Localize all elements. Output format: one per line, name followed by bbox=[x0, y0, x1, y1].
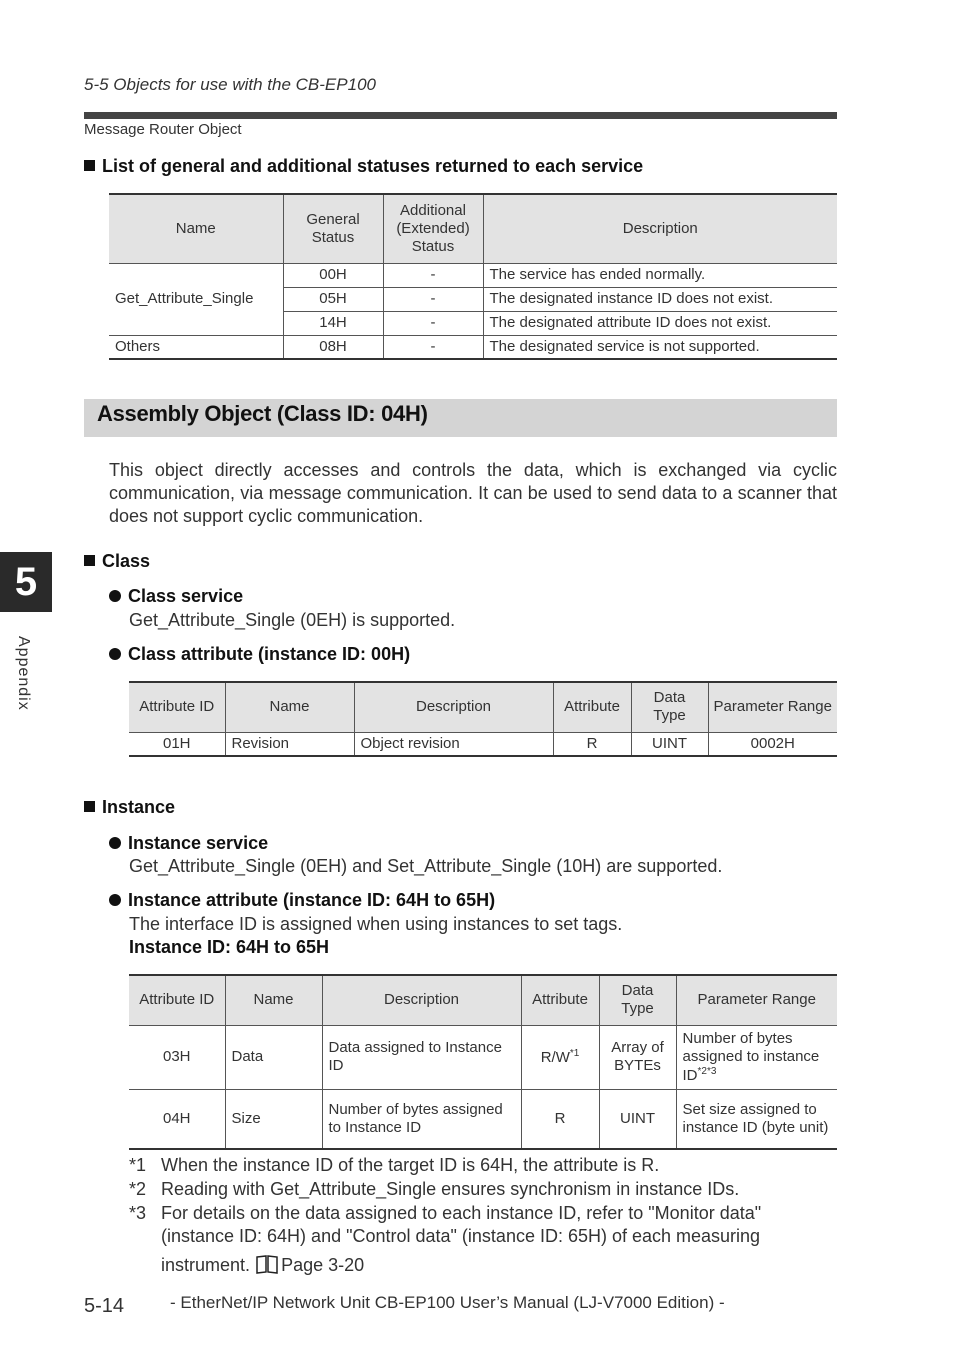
section-title: Assembly Object (Class ID: 04H) bbox=[97, 401, 428, 426]
table-cell: Object revision bbox=[354, 732, 553, 756]
chapter-tab-label: Appendix bbox=[15, 636, 32, 711]
class-attribute-heading-text: Class attribute (instance ID: 00H) bbox=[128, 644, 411, 664]
table-cell: Number of bytes assigned to Instance ID bbox=[322, 1089, 521, 1149]
class-service-heading bbox=[109, 586, 243, 607]
page-header-title: 5-5 Objects for use with the CB-EP100 bbox=[84, 75, 376, 94]
table-cell: UINT bbox=[599, 1089, 676, 1149]
bullet-dot-icon bbox=[109, 837, 121, 849]
column-header: Data Type bbox=[599, 975, 676, 1025]
footnote-mark: *3 bbox=[129, 1203, 147, 1223]
section-subhead: Message Router Object bbox=[84, 121, 242, 138]
table-header-row bbox=[129, 682, 837, 732]
table-cell bbox=[521, 1025, 599, 1089]
page-number: 5-14 bbox=[84, 1295, 125, 1317]
table-cell: - bbox=[383, 263, 483, 287]
table-cell: 0002H bbox=[708, 732, 837, 756]
column-header: Name bbox=[225, 682, 354, 732]
footnote-mark: *2 bbox=[129, 1179, 147, 1199]
table-cell: Array of BYTEs bbox=[599, 1025, 676, 1089]
table-cell: 14H bbox=[283, 311, 383, 335]
table-header-row bbox=[109, 194, 837, 263]
column-header: Attribute bbox=[521, 975, 599, 1025]
column-header: General Status bbox=[283, 194, 383, 263]
bullet-dot-icon bbox=[109, 590, 121, 602]
range-value: Number of bytes assigned to instance ID bbox=[682, 1029, 820, 1084]
instance-attribute-heading-text: Instance attribute (instance ID: 64H to 65H) bbox=[128, 890, 496, 910]
instance-heading bbox=[84, 797, 175, 818]
table-cell: R bbox=[521, 1089, 599, 1149]
column-header: Name bbox=[225, 975, 322, 1025]
assembly-description: This object directly accesses and controls the data, which is exchanged via cyclic communication, via message communication. It can be used to send data to a scanner that does not support cyclic communication. bbox=[109, 460, 837, 526]
page-reference-link[interactable]: Page 3-20 bbox=[281, 1255, 365, 1275]
column-header: Parameter Range bbox=[708, 682, 837, 732]
bullet-dot-icon bbox=[109, 648, 121, 660]
table-row bbox=[129, 1089, 837, 1149]
footnote-text-last bbox=[161, 1254, 364, 1279]
class-attribute-heading bbox=[109, 644, 410, 665]
column-header: Additional (Extended) Status bbox=[383, 194, 483, 263]
table-cell: 08H bbox=[283, 335, 383, 359]
table-cell: - bbox=[383, 311, 483, 335]
bullet-dot-icon bbox=[109, 894, 121, 906]
table-cell: UINT bbox=[631, 732, 708, 756]
attribute-value: R/W bbox=[540, 1048, 570, 1066]
table-cell: The service has ended normally. bbox=[483, 263, 837, 287]
status-list-heading-text: List of general and additional statuses returned to each service bbox=[102, 156, 644, 176]
instance-service-heading bbox=[109, 833, 268, 854]
class-service-heading-text: Class service bbox=[128, 586, 244, 606]
book-icon bbox=[255, 1254, 279, 1279]
table-cell: 03H bbox=[129, 1025, 225, 1089]
square-bullet-icon bbox=[84, 555, 95, 566]
table-cell: 05H bbox=[283, 287, 383, 311]
table-cell-name: Get_Attribute_Single bbox=[109, 263, 283, 335]
table-cell: Revision bbox=[225, 732, 354, 756]
table-cell: Data assigned to Instance ID bbox=[322, 1025, 521, 1089]
instance-service-heading-text: Instance service bbox=[128, 833, 269, 853]
instance-id-subheading: Instance ID: 64H to 65H bbox=[129, 937, 330, 957]
footnote-text: For details on the data assigned to each instance ID, refer to "Monitor data" bbox=[161, 1203, 762, 1223]
footnote-text: Reading with Get_Attribute_Single ensures synchronism in instance IDs. bbox=[161, 1179, 740, 1199]
square-bullet-icon bbox=[84, 801, 95, 812]
table-row bbox=[129, 732, 837, 756]
table-cell: The designated service is not supported. bbox=[483, 335, 837, 359]
table-row bbox=[109, 263, 837, 287]
table-row bbox=[109, 335, 837, 359]
class-attribute-table bbox=[129, 681, 837, 757]
column-header: Description bbox=[322, 975, 521, 1025]
status-table bbox=[109, 193, 837, 360]
instance-heading-text: Instance bbox=[102, 797, 176, 817]
table-cell: The designated attribute ID does not exist. bbox=[483, 311, 837, 335]
column-header: Attribute bbox=[553, 682, 631, 732]
column-header: Name bbox=[109, 194, 283, 263]
table-cell bbox=[676, 1025, 837, 1089]
column-header: Attribute ID bbox=[129, 682, 225, 732]
footnote-text: (instance ID: 64H) and "Control data" (instance ID: 65H) of each measuring bbox=[161, 1226, 761, 1246]
footnote-text: instrument. bbox=[161, 1255, 251, 1275]
table-row bbox=[129, 1025, 837, 1089]
square-bullet-icon bbox=[84, 160, 95, 171]
column-header: Data Type bbox=[631, 682, 708, 732]
header-rule bbox=[84, 112, 837, 119]
table-cell: 01H bbox=[129, 732, 225, 756]
footnote-mark: *1 bbox=[129, 1155, 147, 1175]
footnote-ref: *1 bbox=[569, 1047, 580, 1059]
column-header: Parameter Range bbox=[676, 975, 837, 1025]
table-cell-name: Others bbox=[109, 335, 283, 359]
status-list-heading bbox=[84, 156, 643, 177]
table-cell: - bbox=[383, 287, 483, 311]
instance-attribute-heading bbox=[109, 890, 495, 911]
table-cell: Size bbox=[225, 1089, 322, 1149]
table-cell: The designated instance ID does not exist. bbox=[483, 287, 837, 311]
instance-service-text: Get_Attribute_Single (0EH) and Set_Attribute_Single (10H) are supported. bbox=[129, 856, 723, 876]
table-cell: 04H bbox=[129, 1089, 225, 1149]
column-header: Description bbox=[483, 194, 837, 263]
class-heading bbox=[84, 551, 150, 572]
footer-title: - EtherNet/IP Network Unit CB-EP100 User’s Manual (LJ-V7000 Edition) - bbox=[170, 1293, 725, 1312]
footnote-ref: *2*3 bbox=[697, 1065, 717, 1077]
chapter-tab-number: 5 bbox=[0, 552, 52, 612]
column-header: Description bbox=[354, 682, 553, 732]
instance-attribute-text: The interface ID is assigned when using instances to set tags. bbox=[129, 914, 623, 934]
instance-attribute-table bbox=[129, 974, 837, 1150]
table-cell: Set size assigned to instance ID (byte unit) bbox=[676, 1089, 837, 1149]
column-header: Attribute ID bbox=[129, 975, 225, 1025]
table-cell: - bbox=[383, 335, 483, 359]
footnote-text: When the instance ID of the target ID is 64H, the attribute is R. bbox=[161, 1155, 660, 1175]
table-cell: 00H bbox=[283, 263, 383, 287]
class-service-text: Get_Attribute_Single (0EH) is supported. bbox=[129, 610, 456, 630]
table-header-row bbox=[129, 975, 837, 1025]
table-cell: Data bbox=[225, 1025, 322, 1089]
class-heading-text: Class bbox=[102, 551, 151, 571]
table-cell: R bbox=[553, 732, 631, 756]
